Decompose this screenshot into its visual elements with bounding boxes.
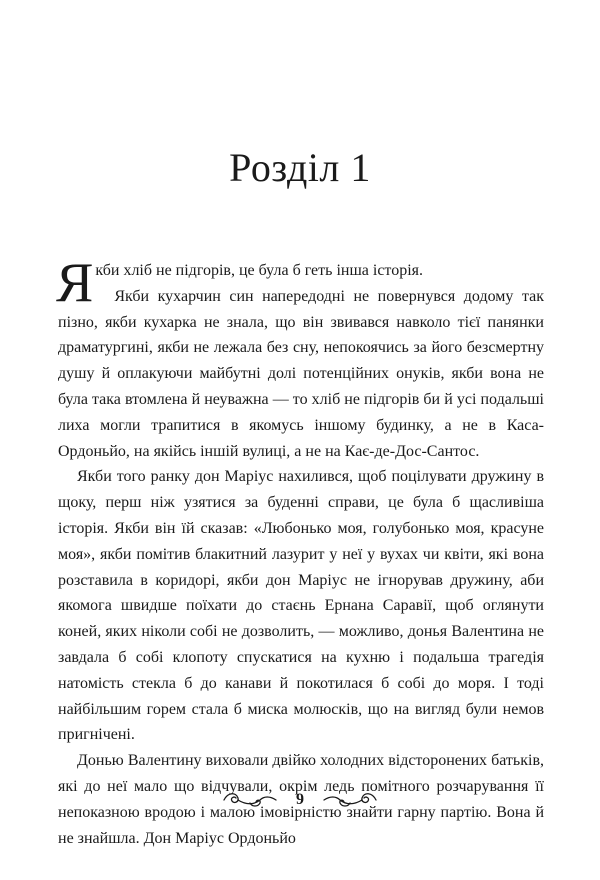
paragraph-2: Якби кухарчин син напередодні не повернувся додому так пізно, якби кухарка не знала, що він звивався навколо тієї панянки драматургині, якби не лежала без сну, непокоячись за його безсмертну душу й оплакуючи майбутні долі потенційних онуків, якби вона не була така втомлена й неуважна — то хліб не підгорів би й усі подальші лиха могли трапитися в якомусь іншому будинку, а не в Каса-Ордоньйо, на якійсь іншій вулиці, а не на Кає-де-Дос-Сантос. bbox=[58, 287, 544, 460]
chapter-title: Розділ 1 bbox=[229, 145, 371, 190]
page-footer bbox=[0, 780, 600, 820]
left-flourish-icon bbox=[220, 789, 280, 811]
paragraph-3: Якби того ранку дон Маріус нахилився, щоб поцілувати дружину в щоку, перш ніж узятися за буденні справи, це була б щасливіша історія. Якби він їй сказав: «Любонько моя, голубонько моя, красуне моя», якби помітив блакитний лазурит у неї у вухах чи квіти, які вона розставила в коридорі, якби дон Маріус не ігнорував дружину, аби якомога швидше поїхати до стаєнь Ернана Саравії, щоб оглянути коней, яких ніколи собі не дозволить, — можливо, донья Валентина не завдала б собі клопоту спускатися на кухню і подальша трагедія натомість стекла б до канави й покотилася б собі до моря. І тоді найбільшим горем стала б миска молюсків, що на вигляд були немов пригнічені. bbox=[58, 468, 544, 744]
paragraph-1-text: кби хліб не підгорів, це була б геть інша історія. bbox=[95, 262, 424, 279]
right-flourish-icon bbox=[320, 789, 380, 811]
page-number: 9 bbox=[296, 791, 304, 808]
paragraph-1 bbox=[56, 252, 544, 314]
body-text bbox=[56, 252, 544, 851]
drop-cap: Я bbox=[56, 252, 94, 314]
paragraph-4: Донью Валентину виховали двійко холодних відсторонених батьків, які до неї мало що відчували, окрім ледь помітного розчарування її непоказною вродою і малою імовірністю знайти гарну партію. Вона й не знайшла. Дон Маріус Ордоньйо bbox=[58, 752, 544, 847]
